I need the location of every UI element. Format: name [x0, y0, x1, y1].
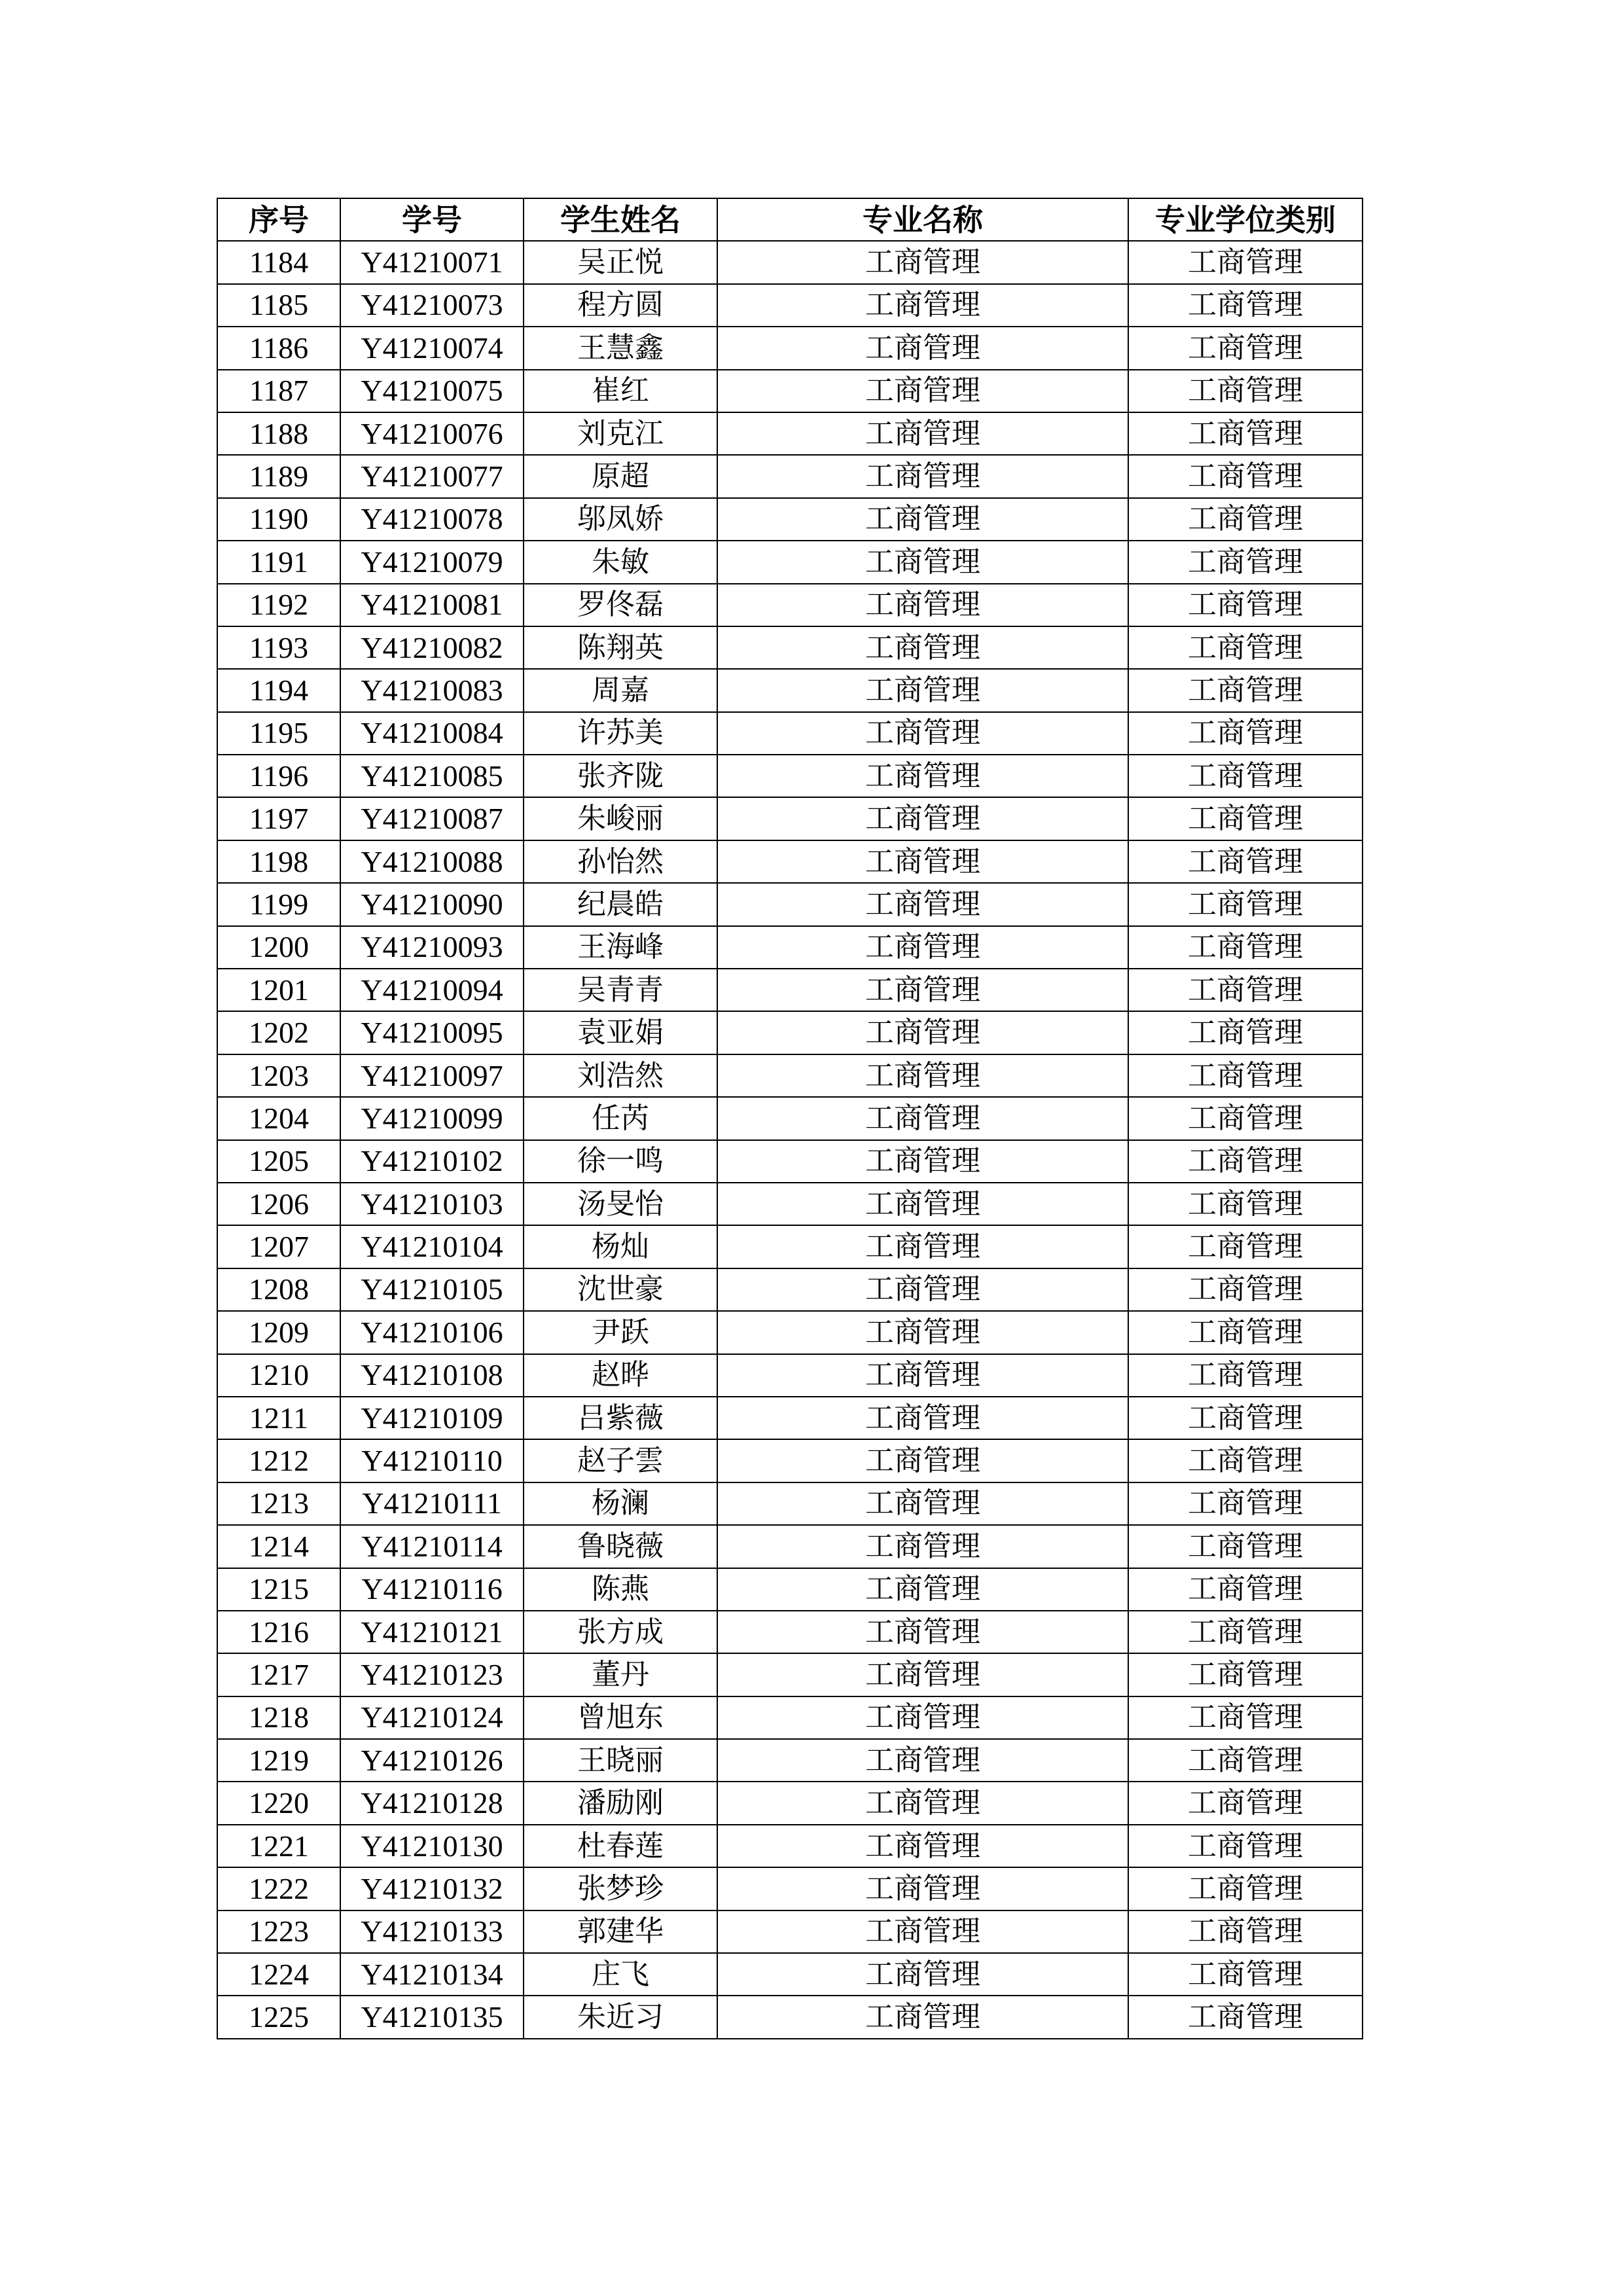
cell-student-id: Y41210071 [340, 241, 524, 283]
cell-student-id: Y41210135 [340, 1996, 524, 2038]
cell-major: 工商管理 [717, 1183, 1128, 1225]
cell-seq: 1199 [217, 883, 340, 925]
cell-student-id: Y41210090 [340, 883, 524, 925]
cell-name: 杜春莲 [524, 1825, 717, 1867]
cell-seq: 1210 [217, 1354, 340, 1397]
cell-major: 工商管理 [717, 1568, 1128, 1611]
cell-major: 工商管理 [717, 1354, 1128, 1397]
cell-degree-type: 工商管理 [1128, 1054, 1363, 1097]
cell-degree-type: 工商管理 [1128, 455, 1363, 497]
cell-name: 曾旭东 [524, 1696, 717, 1739]
cell-degree-type: 工商管理 [1128, 1097, 1363, 1139]
cell-student-id: Y41210087 [340, 797, 524, 840]
cell-student-id: Y41210116 [340, 1568, 524, 1611]
table-row [217, 712, 1363, 755]
cell-major: 工商管理 [717, 1611, 1128, 1653]
cell-student-id: Y41210076 [340, 412, 524, 455]
cell-major: 工商管理 [717, 1054, 1128, 1097]
cell-seq: 1220 [217, 1782, 340, 1824]
cell-student-id: Y41210114 [340, 1525, 524, 1568]
cell-student-id: Y41210077 [340, 455, 524, 497]
cell-major: 工商管理 [717, 1910, 1128, 1953]
cell-degree-type: 工商管理 [1128, 626, 1363, 669]
table-row [217, 241, 1363, 283]
cell-degree-type: 工商管理 [1128, 327, 1363, 369]
cell-degree-type: 工商管理 [1128, 1011, 1363, 1054]
table-row [217, 1696, 1363, 1739]
cell-name: 朱敏 [524, 541, 717, 583]
header-degree-type: 专业学位类别 [1128, 198, 1363, 241]
cell-name: 鲁晓薇 [524, 1525, 717, 1568]
cell-student-id: Y41210106 [340, 1311, 524, 1354]
cell-name: 崔红 [524, 370, 717, 412]
cell-major: 工商管理 [717, 626, 1128, 669]
cell-seq: 1221 [217, 1825, 340, 1867]
cell-seq: 1184 [217, 241, 340, 283]
cell-degree-type: 工商管理 [1128, 883, 1363, 925]
cell-degree-type: 工商管理 [1128, 669, 1363, 711]
cell-name: 董丹 [524, 1653, 717, 1696]
cell-name: 尹跃 [524, 1311, 717, 1354]
table-row [217, 926, 1363, 969]
cell-degree-type: 工商管理 [1128, 241, 1363, 283]
cell-degree-type: 工商管理 [1128, 1140, 1363, 1183]
cell-degree-type: 工商管理 [1128, 370, 1363, 412]
table-row [217, 1097, 1363, 1139]
cell-seq: 1218 [217, 1696, 340, 1739]
cell-seq: 1216 [217, 1611, 340, 1653]
table-row [217, 1482, 1363, 1525]
cell-major: 工商管理 [717, 1140, 1128, 1183]
cell-seq: 1198 [217, 840, 340, 883]
cell-degree-type: 工商管理 [1128, 1611, 1363, 1653]
cell-name: 纪晨皓 [524, 883, 717, 925]
cell-major: 工商管理 [717, 498, 1128, 541]
cell-seq: 1205 [217, 1140, 340, 1183]
cell-student-id: Y41210084 [340, 712, 524, 755]
cell-major: 工商管理 [717, 1825, 1128, 1867]
table-row [217, 1054, 1363, 1097]
table-row [217, 1354, 1363, 1397]
cell-major: 工商管理 [717, 284, 1128, 327]
table-header [217, 198, 1363, 241]
cell-name: 庄飞 [524, 1953, 717, 1996]
cell-major: 工商管理 [717, 883, 1128, 925]
cell-degree-type: 工商管理 [1128, 412, 1363, 455]
cell-degree-type: 工商管理 [1128, 1268, 1363, 1311]
cell-major: 工商管理 [717, 370, 1128, 412]
cell-name: 陈翔英 [524, 626, 717, 669]
cell-name: 王慧鑫 [524, 327, 717, 369]
table-row [217, 284, 1363, 327]
cell-name: 许苏美 [524, 712, 717, 755]
cell-degree-type: 工商管理 [1128, 1996, 1363, 2038]
cell-degree-type: 工商管理 [1128, 1739, 1363, 1782]
cell-major: 工商管理 [717, 1782, 1128, 1824]
cell-major: 工商管理 [717, 327, 1128, 369]
cell-student-id: Y41210132 [340, 1867, 524, 1910]
cell-major: 工商管理 [717, 1653, 1128, 1696]
table-row [217, 1439, 1363, 1482]
cell-degree-type: 工商管理 [1128, 1482, 1363, 1525]
cell-major: 工商管理 [717, 1439, 1128, 1482]
cell-major: 工商管理 [717, 1482, 1128, 1525]
cell-major: 工商管理 [717, 669, 1128, 711]
cell-degree-type: 工商管理 [1128, 840, 1363, 883]
table-row [217, 327, 1363, 369]
header-name: 学生姓名 [524, 198, 717, 241]
cell-seq: 1219 [217, 1739, 340, 1782]
cell-degree-type: 工商管理 [1128, 1953, 1363, 1996]
cell-seq: 1201 [217, 969, 340, 1011]
cell-student-id: Y41210134 [340, 1953, 524, 1996]
table-row [217, 1568, 1363, 1611]
cell-seq: 1203 [217, 1054, 340, 1097]
table-body [217, 241, 1363, 2038]
header-student-id: 学号 [340, 198, 524, 241]
cell-seq: 1206 [217, 1183, 340, 1225]
table-row [217, 1397, 1363, 1439]
cell-name: 张梦珍 [524, 1867, 717, 1910]
cell-seq: 1225 [217, 1996, 340, 2038]
cell-seq: 1195 [217, 712, 340, 755]
cell-seq: 1222 [217, 1867, 340, 1910]
cell-student-id: Y41210074 [340, 327, 524, 369]
cell-student-id: Y41210128 [340, 1782, 524, 1824]
table-row [217, 498, 1363, 541]
cell-student-id: Y41210124 [340, 1696, 524, 1739]
cell-name: 刘克江 [524, 412, 717, 455]
cell-name: 杨灿 [524, 1225, 717, 1268]
cell-degree-type: 工商管理 [1128, 969, 1363, 1011]
cell-student-id: Y41210085 [340, 755, 524, 797]
cell-name: 吴青青 [524, 969, 717, 1011]
cell-student-id: Y41210111 [340, 1482, 524, 1525]
cell-major: 工商管理 [717, 797, 1128, 840]
cell-name: 邬凤娇 [524, 498, 717, 541]
cell-name: 潘励刚 [524, 1782, 717, 1824]
cell-major: 工商管理 [717, 584, 1128, 626]
cell-major: 工商管理 [717, 455, 1128, 497]
cell-degree-type: 工商管理 [1128, 1354, 1363, 1397]
table-row [217, 541, 1363, 583]
cell-major: 工商管理 [717, 926, 1128, 969]
cell-name: 朱近习 [524, 1996, 717, 2038]
cell-seq: 1202 [217, 1011, 340, 1054]
cell-degree-type: 工商管理 [1128, 797, 1363, 840]
cell-name: 沈世豪 [524, 1268, 717, 1311]
cell-seq: 1224 [217, 1953, 340, 1996]
cell-degree-type: 工商管理 [1128, 926, 1363, 969]
cell-degree-type: 工商管理 [1128, 1568, 1363, 1611]
table-row [217, 412, 1363, 455]
cell-student-id: Y41210095 [340, 1011, 524, 1054]
table-row [217, 1011, 1363, 1054]
cell-seq: 1212 [217, 1439, 340, 1482]
header-seq: 序号 [217, 198, 340, 241]
cell-name: 张齐陇 [524, 755, 717, 797]
cell-major: 工商管理 [717, 1525, 1128, 1568]
table-row [217, 1311, 1363, 1354]
cell-name: 刘浩然 [524, 1054, 717, 1097]
cell-name: 赵子雲 [524, 1439, 717, 1482]
cell-degree-type: 工商管理 [1128, 1910, 1363, 1953]
cell-degree-type: 工商管理 [1128, 584, 1363, 626]
cell-student-id: Y41210093 [340, 926, 524, 969]
cell-degree-type: 工商管理 [1128, 1225, 1363, 1268]
cell-seq: 1197 [217, 797, 340, 840]
cell-degree-type: 工商管理 [1128, 712, 1363, 755]
cell-student-id: Y41210099 [340, 1097, 524, 1139]
table-row [217, 1825, 1363, 1867]
cell-major: 工商管理 [717, 1268, 1128, 1311]
cell-degree-type: 工商管理 [1128, 284, 1363, 327]
roster-sheet [217, 198, 1363, 2039]
cell-seq: 1186 [217, 327, 340, 369]
cell-student-id: Y41210082 [340, 626, 524, 669]
cell-degree-type: 工商管理 [1128, 1525, 1363, 1568]
table-row [217, 1183, 1363, 1225]
cell-name: 汤旻怡 [524, 1183, 717, 1225]
cell-name: 张方成 [524, 1611, 717, 1653]
cell-seq: 1204 [217, 1097, 340, 1139]
cell-degree-type: 工商管理 [1128, 1825, 1363, 1867]
cell-student-id: Y41210109 [340, 1397, 524, 1439]
table-row [217, 1782, 1363, 1824]
table-row [217, 840, 1363, 883]
cell-student-id: Y41210133 [340, 1910, 524, 1953]
cell-seq: 1223 [217, 1910, 340, 1953]
cell-degree-type: 工商管理 [1128, 541, 1363, 583]
cell-seq: 1215 [217, 1568, 340, 1611]
table-row [217, 883, 1363, 925]
cell-degree-type: 工商管理 [1128, 498, 1363, 541]
cell-name: 朱峻丽 [524, 797, 717, 840]
cell-student-id: Y41210088 [340, 840, 524, 883]
header-row [217, 198, 1363, 241]
table-row [217, 1140, 1363, 1183]
cell-name: 任芮 [524, 1097, 717, 1139]
cell-name: 吴正悦 [524, 241, 717, 283]
cell-student-id: Y41210130 [340, 1825, 524, 1867]
table-row [217, 1953, 1363, 1996]
cell-student-id: Y41210073 [340, 284, 524, 327]
cell-seq: 1207 [217, 1225, 340, 1268]
cell-name: 郭建华 [524, 1910, 717, 1953]
table-row [217, 1525, 1363, 1568]
table-row [217, 1996, 1363, 2038]
cell-student-id: Y41210083 [340, 669, 524, 711]
cell-seq: 1213 [217, 1482, 340, 1525]
cell-major: 工商管理 [717, 1696, 1128, 1739]
cell-name: 周嘉 [524, 669, 717, 711]
table-row [217, 626, 1363, 669]
cell-student-id: Y41210097 [340, 1054, 524, 1097]
cell-student-id: Y41210075 [340, 370, 524, 412]
cell-major: 工商管理 [717, 840, 1128, 883]
cell-seq: 1191 [217, 541, 340, 583]
cell-name: 程方圆 [524, 284, 717, 327]
cell-degree-type: 工商管理 [1128, 1696, 1363, 1739]
table-row [217, 669, 1363, 711]
table-row [217, 1867, 1363, 1910]
cell-student-id: Y41210123 [340, 1653, 524, 1696]
cell-student-id: Y41210102 [340, 1140, 524, 1183]
table-row [217, 797, 1363, 840]
table-row [217, 1268, 1363, 1311]
cell-degree-type: 工商管理 [1128, 1439, 1363, 1482]
cell-seq: 1187 [217, 370, 340, 412]
cell-seq: 1196 [217, 755, 340, 797]
cell-name: 赵晔 [524, 1354, 717, 1397]
cell-degree-type: 工商管理 [1128, 1183, 1363, 1225]
cell-major: 工商管理 [717, 541, 1128, 583]
cell-major: 工商管理 [717, 1311, 1128, 1354]
cell-major: 工商管理 [717, 241, 1128, 283]
cell-student-id: Y41210078 [340, 498, 524, 541]
cell-name: 杨澜 [524, 1482, 717, 1525]
cell-seq: 1214 [217, 1525, 340, 1568]
header-major: 专业名称 [717, 198, 1128, 241]
cell-student-id: Y41210103 [340, 1183, 524, 1225]
cell-student-id: Y41210108 [340, 1354, 524, 1397]
cell-seq: 1211 [217, 1397, 340, 1439]
cell-name: 孙怡然 [524, 840, 717, 883]
cell-major: 工商管理 [717, 1867, 1128, 1910]
table-row [217, 455, 1363, 497]
table-row [217, 1910, 1363, 1953]
cell-student-id: Y41210110 [340, 1439, 524, 1482]
cell-degree-type: 工商管理 [1128, 1311, 1363, 1354]
cell-seq: 1188 [217, 412, 340, 455]
table-row [217, 1611, 1363, 1653]
cell-seq: 1190 [217, 498, 340, 541]
cell-seq: 1192 [217, 584, 340, 626]
student-roster-table [217, 198, 1363, 2039]
table-row [217, 370, 1363, 412]
table-row [217, 1225, 1363, 1268]
cell-seq: 1208 [217, 1268, 340, 1311]
cell-seq: 1200 [217, 926, 340, 969]
cell-degree-type: 工商管理 [1128, 1867, 1363, 1910]
cell-name: 徐一鸣 [524, 1140, 717, 1183]
cell-major: 工商管理 [717, 1953, 1128, 1996]
cell-seq: 1189 [217, 455, 340, 497]
cell-seq: 1185 [217, 284, 340, 327]
cell-major: 工商管理 [717, 1097, 1128, 1139]
table-row [217, 584, 1363, 626]
cell-major: 工商管理 [717, 1225, 1128, 1268]
cell-degree-type: 工商管理 [1128, 1397, 1363, 1439]
cell-name: 袁亚娟 [524, 1011, 717, 1054]
cell-student-id: Y41210105 [340, 1268, 524, 1311]
cell-name: 王海峰 [524, 926, 717, 969]
cell-name: 原超 [524, 455, 717, 497]
table-row [217, 1653, 1363, 1696]
cell-degree-type: 工商管理 [1128, 1653, 1363, 1696]
cell-seq: 1194 [217, 669, 340, 711]
cell-name: 陈燕 [524, 1568, 717, 1611]
cell-major: 工商管理 [717, 1397, 1128, 1439]
cell-degree-type: 工商管理 [1128, 1782, 1363, 1824]
table-row [217, 969, 1363, 1011]
cell-seq: 1193 [217, 626, 340, 669]
cell-name: 吕紫薇 [524, 1397, 717, 1439]
cell-student-id: Y41210121 [340, 1611, 524, 1653]
cell-major: 工商管理 [717, 1011, 1128, 1054]
cell-major: 工商管理 [717, 1739, 1128, 1782]
cell-student-id: Y41210126 [340, 1739, 524, 1782]
cell-major: 工商管理 [717, 969, 1128, 1011]
cell-student-id: Y41210094 [340, 969, 524, 1011]
cell-major: 工商管理 [717, 412, 1128, 455]
cell-major: 工商管理 [717, 1996, 1128, 2038]
cell-major: 工商管理 [717, 755, 1128, 797]
cell-student-id: Y41210081 [340, 584, 524, 626]
table-row [217, 1739, 1363, 1782]
cell-name: 罗佟磊 [524, 584, 717, 626]
cell-student-id: Y41210104 [340, 1225, 524, 1268]
cell-seq: 1209 [217, 1311, 340, 1354]
cell-major: 工商管理 [717, 712, 1128, 755]
cell-student-id: Y41210079 [340, 541, 524, 583]
cell-degree-type: 工商管理 [1128, 755, 1363, 797]
table-row [217, 755, 1363, 797]
cell-name: 王晓丽 [524, 1739, 717, 1782]
cell-seq: 1217 [217, 1653, 340, 1696]
